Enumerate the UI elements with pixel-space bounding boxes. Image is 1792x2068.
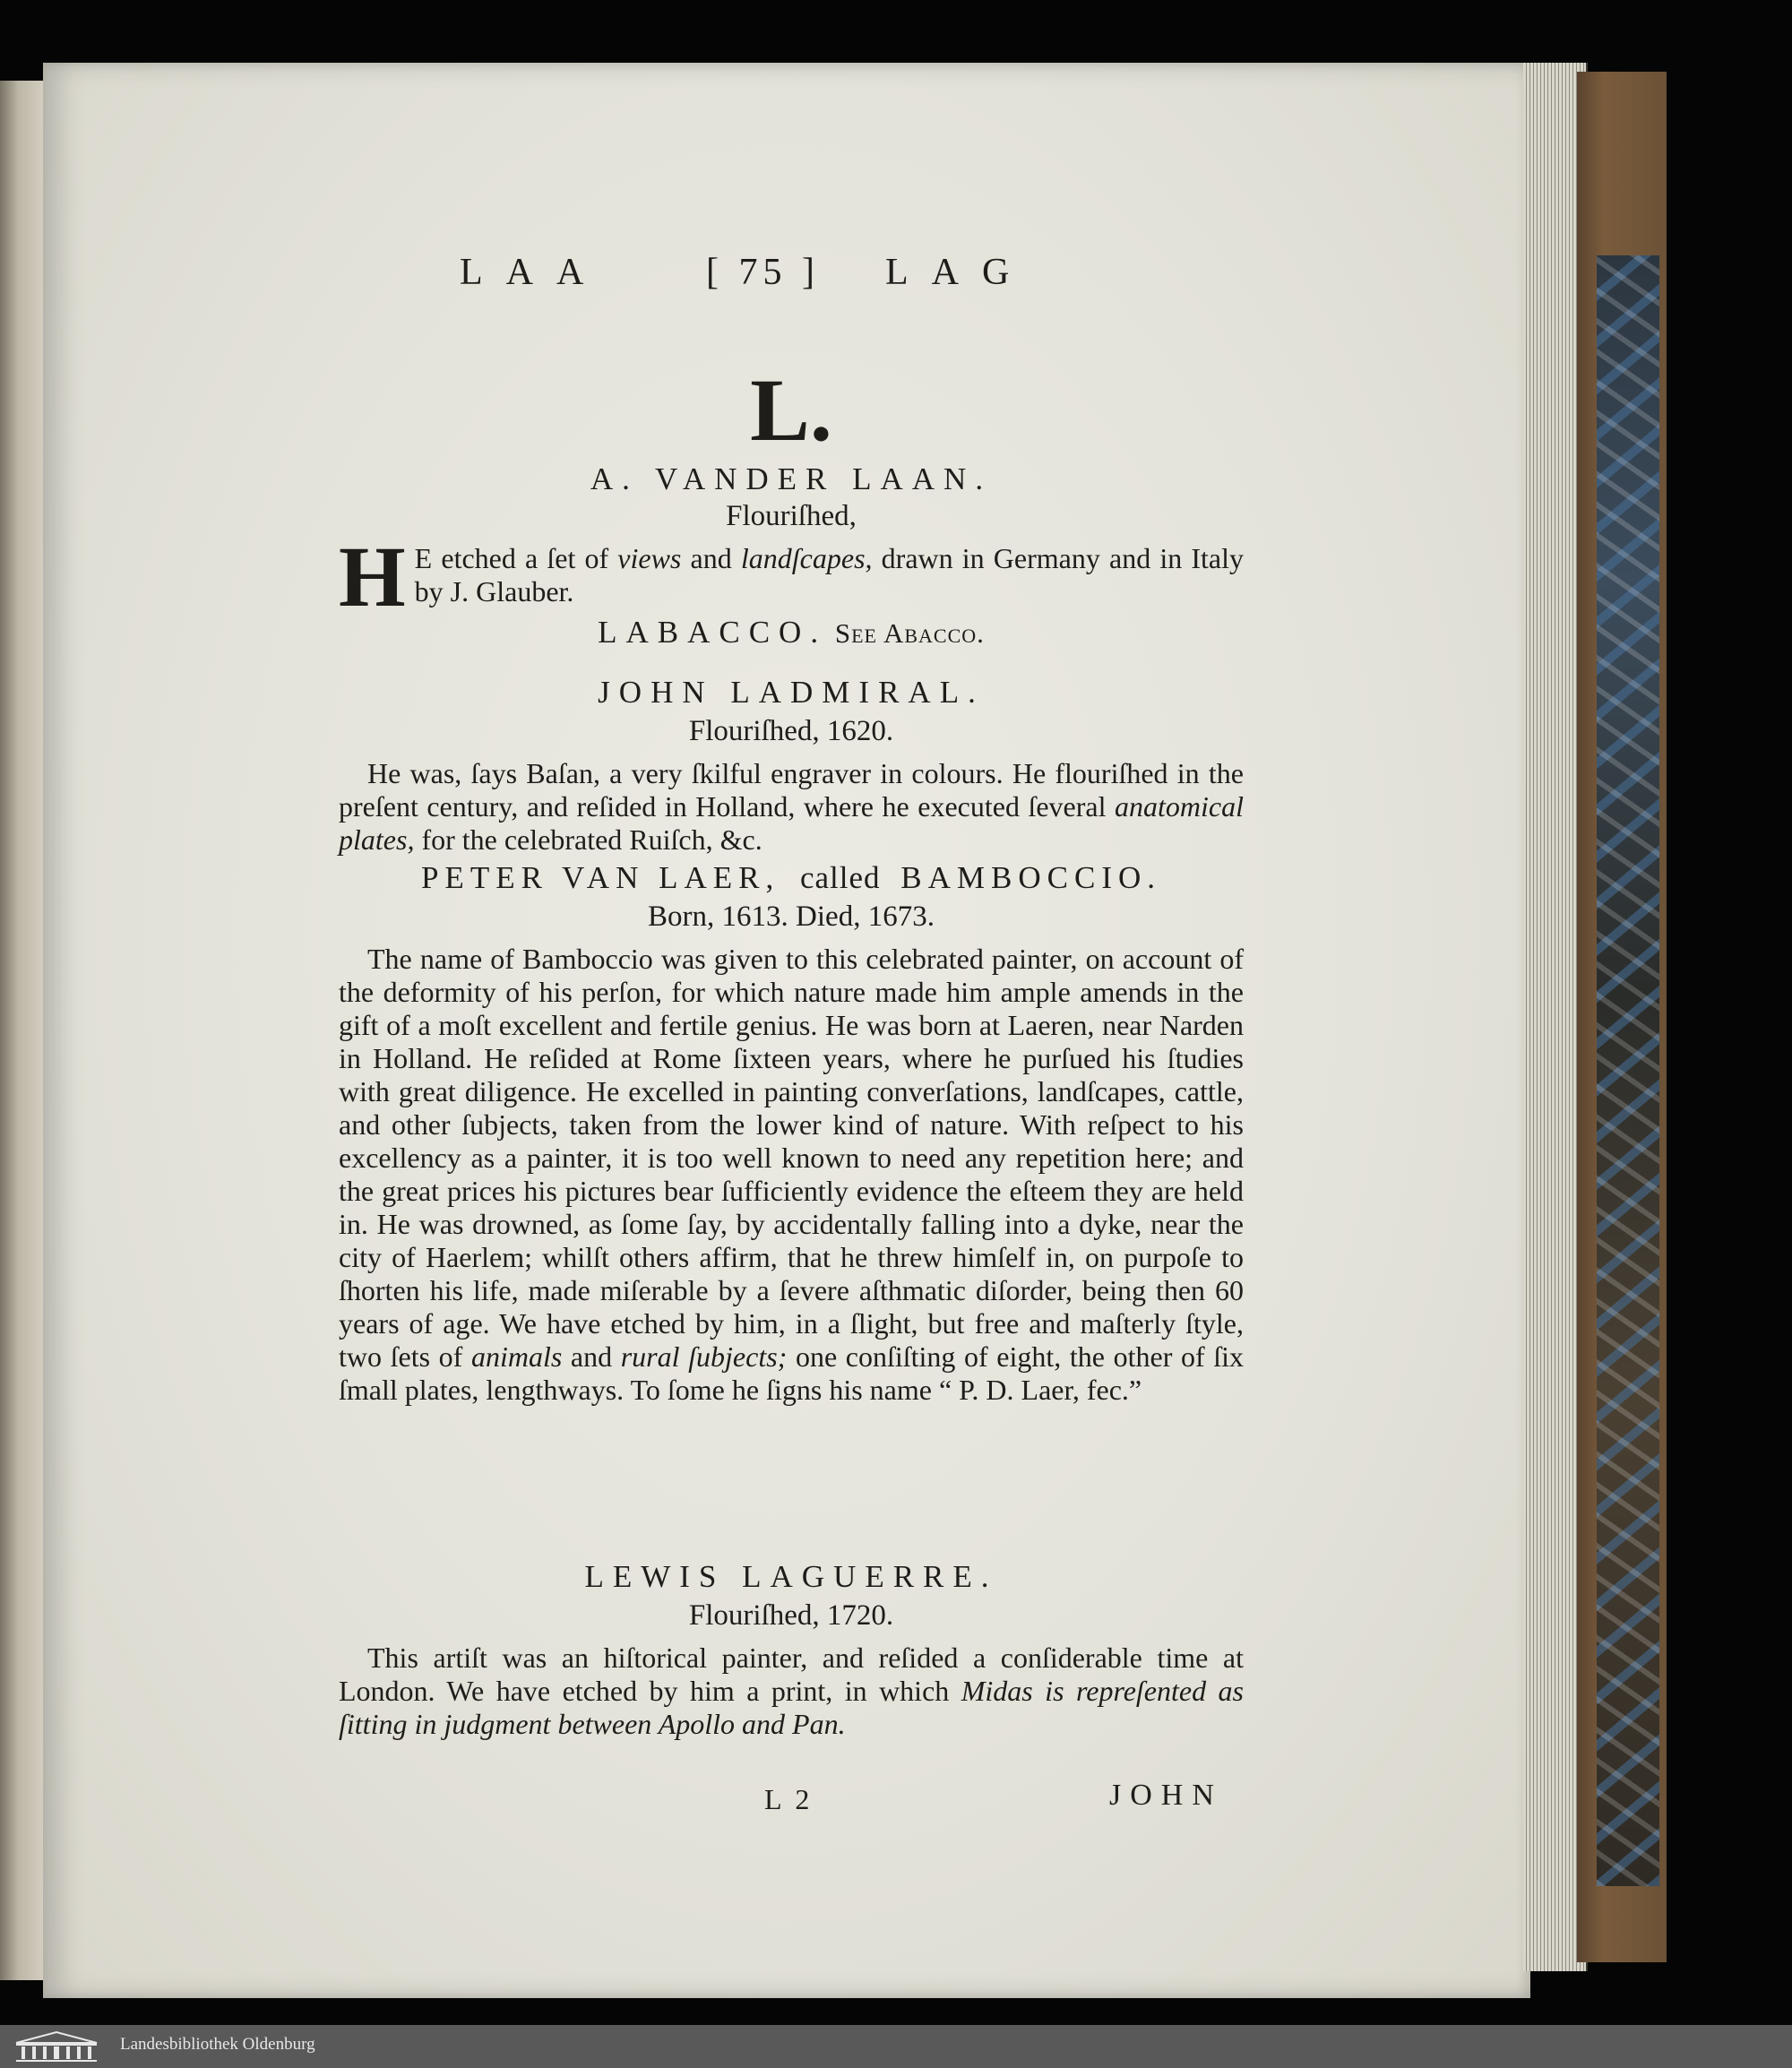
entry-text-ladmiral: He was, ſays Baſan, a very ſkilful engraver in colours. He flouriſhed in the preſent century, and reſided in Holland, where he executed ſeveral anatomical plates, for the celebrated Ruiſch, &c. bbox=[339, 757, 1244, 856]
running-head-left: LAA bbox=[460, 252, 607, 293]
entry-subtitle-laguerre: Flouriſhed, 1720. bbox=[688, 1599, 894, 1632]
entry-subtitle-vander-laan: Flouriſhed, bbox=[726, 500, 857, 532]
running-head bbox=[460, 251, 1123, 305]
library-building-icon bbox=[13, 2030, 100, 2063]
entry-text-van-laer: The name of Bamboccio was given to this celebrated painter, on account of the deformity of his perſon, for which nature made him ample amends in the gift of a moſt excellent and fertile genius. He was born at Laeren, near Narden in Holland. He reſided at Rome ſixteen years, where he purſued his ſtudies with great diligence. He excelled in painting converſations, landſcapes, cattle, and other ſubjects, taken from the lower kind of nature. With reſpect to his excellency as a painter, it is too well known to need any repetition here; and the great prices his pictures bear ſufficiently evidence the eſteem they are held in. He was drowned, as ſome ſay, by accidentally falling into a dyke, near the city of Haerlem; whilſt others affirm, that he threw himſelf in, on purpoſe to ſhorten his life, made miſerable by a ſevere aſthmatic diſorder, being then 60 years of age. We have etched by him, in a ſlight, but free and maſterly ſtyle, two ſets of animals and rural ſubjects; one conſiſting of eight, the other of ſix ſmall plates, lengthways. To ſome he ſigns his name “ P. D. Laer, fec.” bbox=[339, 943, 1245, 1406]
running-head-right: LAG bbox=[885, 252, 1033, 293]
cross-reference: See Abacco. bbox=[834, 617, 985, 649]
entry-labacco bbox=[339, 615, 1244, 651]
entry-title-vander-laan: A. VANDER LAAN. bbox=[590, 461, 993, 496]
marbled-endpaper bbox=[1597, 255, 1659, 1886]
left-page-edge bbox=[0, 81, 48, 1980]
section-letter: L. bbox=[750, 360, 832, 460]
entry-subtitle-van-laer: Born, 1613. Died, 1673. bbox=[648, 900, 935, 933]
entry-title-laguerre: LEWIS LAGUERRE. bbox=[584, 1559, 998, 1594]
catchword: JOHN bbox=[1109, 1779, 1223, 1812]
entry-title-van-laer: PETER VAN LAER, called BAMBOCCIO. bbox=[420, 860, 1162, 895]
page-number: [ 75 ] bbox=[706, 252, 820, 293]
drop-cap: H bbox=[339, 529, 406, 625]
library-name: Landesbibliothek Oldenburg bbox=[120, 2035, 315, 2054]
entry-subtitle-ladmiral: Flouriſhed, 1620. bbox=[688, 715, 894, 747]
entry-title-labacco: LABACCO. bbox=[598, 615, 828, 650]
entry-title-ladmiral: JOHN LADMIRAL. bbox=[598, 675, 985, 710]
entry-text-vander-laan: H E etched a ſet of views and landſcapes, drawn in Germany and in Italy by J. Glauber. bbox=[339, 529, 1245, 625]
page bbox=[43, 63, 1530, 1998]
signature-mark: L 2 bbox=[764, 1783, 814, 1815]
library-footer-bar bbox=[0, 2025, 1792, 2068]
book-spread bbox=[0, 63, 1667, 1998]
entry-text-laguerre: This artiſt was an hiſtorical painter, and reſided a conſiderable time at London. We have etched by him a print, in which Midas is repreſented as ſitting in judgment between Apollo and Pan. bbox=[339, 1641, 1245, 1740]
